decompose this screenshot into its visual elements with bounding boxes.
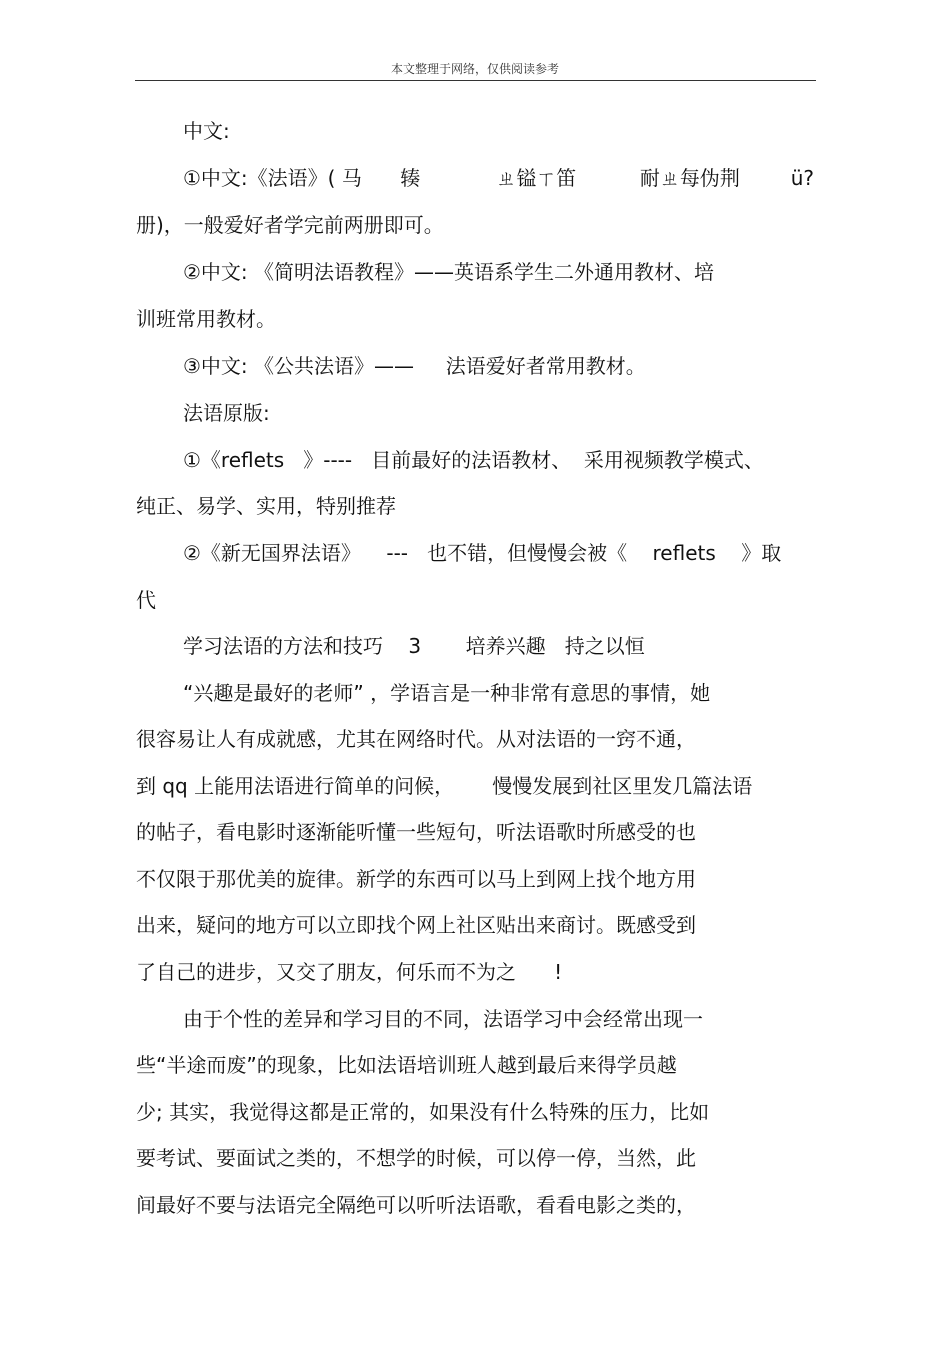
text-line: 由于个性的差异和学习目的不同，法语学习中会经常出现一 [183, 1007, 703, 1031]
text-line: 些“半途而废”的现象，比如法语培训班人越到最后来得学员越 [136, 1053, 677, 1077]
text-line: 少; 其实，我觉得这都是正常的，如果没有什么特殊的压力，比如 [136, 1100, 710, 1124]
text-line: ③中文: 《公共法语》—— 法语爱好者常用教材。 [183, 354, 646, 378]
text-line: 训班常用教材。 [136, 307, 276, 331]
text-line: 不仅限于那优美的旋律。新学的东西可以马上到网上找个地方用 [136, 867, 696, 891]
text-line: 间最好不要与法语完全隔绝可以听听法语歌，看看电影之类的， [136, 1193, 696, 1217]
text-line: ②中文: 《简明法语教程》——英语系学生二外通用教材、培 [183, 260, 715, 284]
text-line: 要考试、要面试之类的，不想学的时候，可以停一停，当然，此 [136, 1146, 696, 1170]
text-line: 到 qq 上能用法语进行简单的问候， 慢慢发展到社区里发几篇法语 [136, 774, 753, 798]
page-header: 本文整理于网络，仅供阅读参考 [390, 62, 559, 76]
text-line: 代 [136, 588, 156, 612]
header-divider [135, 80, 816, 81]
text-line: 册)，一般爱好者学完前两册即可。 [136, 213, 444, 237]
text-line: ②《新无国界法语》 --- 也不错，但慢慢会被《 reflets 》取 [183, 541, 782, 565]
text-line: 纯正、易学、实用，特别推荐 [136, 494, 396, 518]
text-line: 出来，疑问的地方可以立即找个网上社区贴出来商讨。既感受到 [136, 913, 696, 937]
text-line: ①《reflets 》---- 目前最好的法语教材、 采用视频教学模式、 [183, 448, 764, 472]
text-line: 法语原版: [183, 401, 270, 425]
text-line: 中文: [183, 119, 230, 143]
text-line: 学习法语的方法和技巧 3 培养兴趣 持之以恒 [183, 634, 645, 658]
text-line: ①中文:《法语》( 马 辏 ㄓ镒ㄒ笛 耐ㄓ每伪荆 ü? [183, 166, 814, 190]
text-line: 了自己的进步，又交了朋友，何乐而不为之 ! [136, 960, 563, 984]
text-line: 的帖子，看电影时逐渐能听懂一些短句，听法语歌时所感受的也 [136, 820, 696, 844]
text-line: 很容易让人有成就感，尤其在网络时代。从对法语的一窍不通， [136, 727, 696, 751]
text-line: “兴趣是最好的老师” ，学语言是一种非常有意思的事情，她 [183, 681, 711, 705]
